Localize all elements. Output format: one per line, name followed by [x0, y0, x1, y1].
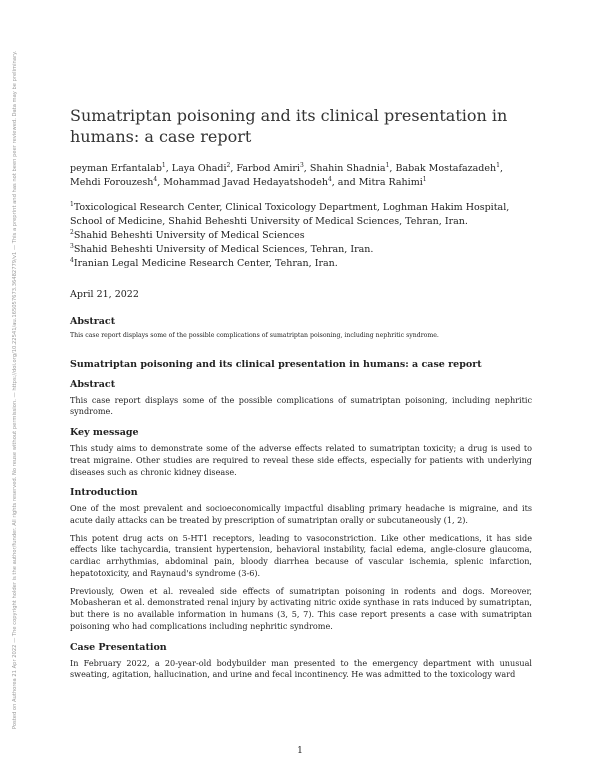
affiliation-text: Shahid Beheshti University of Medical Sciences: [73, 230, 305, 242]
author-name: Mitra Rahimi: [358, 176, 423, 188]
paper-title: Sumatriptan poisoning and its clinical presentation in humans: a case report: [70, 106, 508, 146]
section-heading-key-message: Key message: [70, 427, 139, 439]
author-affiliation-mark: 3: [299, 161, 304, 169]
affiliation-text: Shahid Beheshti University of Medical Sciences, Tehran, Iran.: [73, 244, 374, 256]
affiliation-number: 1: [70, 201, 74, 209]
author-name: Farbod Amiri: [236, 162, 300, 174]
author-affiliation-mark: 1: [496, 161, 500, 169]
affiliation-number: 2: [70, 229, 74, 237]
sidebar-text: Posted on Authorea 21 Apr 2022 — The copyright holder is the author/funder. All rights reserved. No reuse without permission. — https://doi.org/10.22541/au.165057673.36482779/v1 — This a preprint and has not been peer reviewed. Data may be preliminary.: [12, 50, 18, 730]
paragraph: One of the most prevalent and socioeconomically impactful disabling primary headache is migraine, and its acute daily attacks can be treated by prescription of sumatriptan orally or subcutaneously (1, 2).: [70, 503, 532, 525]
author-affiliation-mark: 2: [226, 161, 231, 169]
paragraph: This case report displays some of the possible complications of sumatriptan poisoning, including nephritic syndrome.: [70, 394, 532, 417]
section-heading-abstract: Abstract: [70, 378, 116, 390]
author-affiliation-mark: 1: [161, 161, 166, 169]
affiliation-number: 4: [70, 256, 74, 264]
preprint-sidebar: [8, 50, 22, 730]
page-number: 1: [297, 746, 303, 756]
section-heading-introduction: Introduction: [70, 487, 138, 499]
author-name: Mohammad Javad Hedayatshodeh: [163, 176, 328, 188]
section-heading-case-presentation: Case Presentation: [70, 641, 167, 653]
affiliation: [70, 243, 532, 257]
author-name: Shahin Shadnia: [309, 162, 386, 174]
affiliation-number: 3: [70, 243, 74, 251]
affiliation: [70, 201, 532, 229]
author-affiliation-mark: 4: [153, 175, 158, 183]
paragraph: Previously, Owen et al. revealed side effects of sumatriptan poisoning in rodents and dogs. Moreover, Mobasheran et al. demonstrated renal injury by activating nitric oxide synthase in rats induced by sumatriptan, but there is no available information in humans (3, 5, 7). This case report presents a case with sumatriptan poisoning who had complications including nephritic syndrome.: [70, 585, 532, 631]
affiliation-text: Toxicological Research Center, Clinical Toxicology Department, Loghman Hakim Hospital, School of Medicine, Shahid Beheshti University of Medical Sciences, Tehran, Iran.: [70, 202, 510, 228]
author-name: Mehdi Forouzesh: [70, 176, 154, 188]
paper-page: [70, 106, 532, 687]
abstract-heading: Abstract: [70, 315, 116, 327]
author-name: Laya Ohadi: [171, 162, 227, 174]
paragraph: This study aims to demonstrate some of the adverse effects related to sumatriptan toxicity; a drug is used to treat migraine. Other studies are required to reveal these side effects, especially for patients with underlying diseases such as chronic kidney disease.: [70, 443, 532, 477]
affiliation: [70, 229, 532, 243]
body-title: Sumatriptan poisoning and its clinical presentation in humans: a case report: [70, 358, 482, 370]
author-name: Babak Mostafazadeh: [395, 162, 497, 174]
affiliation-text: Iranian Legal Medicine Research Center, Tehran, Iran.: [73, 258, 338, 270]
body-sections: [70, 379, 532, 681]
author-name: peyman Erfantalab: [70, 162, 162, 174]
paragraph: This potent drug acts on 5-HT1 receptors, leading to vasoconstriction. Like other medications, it has side effects like tachycardia, transient hypertension, behavioral instability, facial edema, angle-closure glaucoma, cardiac arrhythmias, abdominal pain, bloody diarrhea because of vascular ischemia, splenic infarction, hepatotoxicity, and Raynaud's syndrome (3-6).: [70, 532, 532, 578]
author-affiliation-mark: 1: [422, 175, 427, 183]
affiliation-list: [70, 201, 532, 270]
author-list: peyman Erfantalab$^1$, Laya Ohadi$^2$, Farbod Amiri$^3$, Shahin Shadnia$^1$, Babak Mostafazadeh$^1$, Mehdi Forouzesh$^4$, Mohammad Javad Hedayatshodeh$^4$, and Mitra Rahimi$^1$: [70, 161, 503, 188]
paragraph: In February 2022, a 20-year-old bodybuilder man presented to the emergency department with unusual sweating, agitation, hallucination, and urine and fecal incontinency. He was admitted to the toxicology ward: [70, 657, 532, 680]
affiliation: [70, 257, 532, 271]
abstract-short: This case report displays some of the possible complications of sumatriptan poisoning, including nephritic syndrome.: [70, 331, 439, 339]
author-affiliation-mark: 1: [385, 161, 390, 169]
author-affiliation-mark: 4: [327, 175, 332, 183]
publication-date: April 21, 2022: [70, 288, 139, 300]
